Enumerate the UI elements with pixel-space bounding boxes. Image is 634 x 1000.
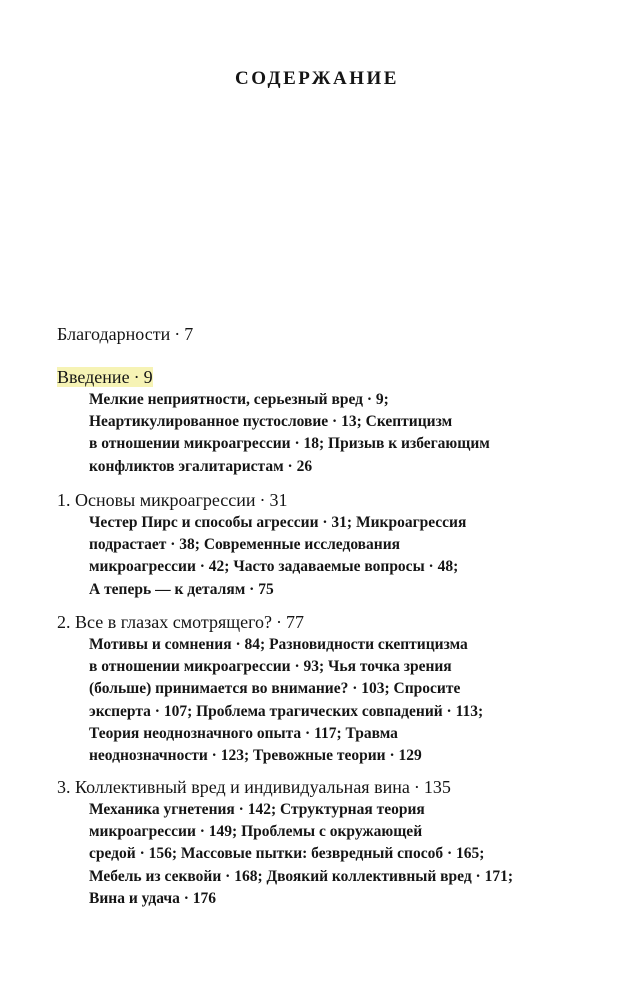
subsection-line: в отношении микроагрессии · 18; Призыв к избегающим — [89, 435, 490, 453]
entry-page: 135 — [423, 777, 451, 797]
entry-separator: · — [276, 612, 283, 632]
entry-separator: · — [413, 777, 420, 797]
entry-title: Введение — [57, 367, 130, 387]
subsection-line: Неартикулированное пустословие · 13; Скептицизм — [89, 413, 453, 431]
chapter-number: 1. — [57, 490, 71, 510]
subsection-line: в отношении микроагрессии · 93; Чья точка зрения — [89, 658, 452, 676]
subsection-line: конфликтов эгалитаристам · 26 — [89, 457, 313, 475]
entry-separator: · — [133, 367, 140, 387]
entry-title: Все в глазах смотрящего? — [75, 612, 273, 632]
toc-entry-chapter-2[interactable] — [57, 610, 304, 634]
toc-subsections-chapter-2 — [89, 634, 549, 767]
subsection-line: средой · 156; Массовые пытки: безвредный способ · 165; — [89, 845, 485, 863]
toc-subsections-introduction — [89, 389, 549, 478]
subsection-line: (больше) принимается во внимание? · 103; Спросите — [89, 680, 461, 698]
subsection-line: Честер Пирс и способы агрессии · 31; Микроагрессия — [89, 514, 467, 531]
toc-subsections-chapter-1 — [89, 512, 549, 601]
subsection-line: Мотивы и сомнения · 84; Разновидности скептицизма — [89, 636, 468, 653]
toc-subsections-chapter-3 — [89, 799, 549, 910]
subsection-line: Вина и удача · 176 — [89, 889, 217, 907]
entry-page: 31 — [269, 490, 288, 510]
toc-entry-acknowledgements[interactable] — [57, 322, 193, 346]
entry-title: Коллективный вред и индивидуальная вина — [75, 777, 410, 797]
chapter-number: 3. — [57, 777, 71, 797]
subsection-line: эксперта · 107; Проблема трагических совпадений · 113; — [89, 702, 484, 720]
subsection-line: Мебель из секвойи · 168; Двоякий коллективный вред · 171; — [89, 867, 513, 885]
subsection-line: Теория неоднозначного опыта · 117; Травма — [89, 724, 398, 742]
subsection-line: подрастает · 38; Современные исследования — [89, 536, 401, 554]
subsection-line: микроагрессии · 42; Часто задаваемые вопросы · 48; — [89, 558, 459, 576]
subsection-line: неоднозначности · 123; Тревожные теории · 129 — [89, 747, 422, 765]
entry-title: Благодарности — [57, 324, 171, 344]
toc-entry-chapter-1[interactable] — [57, 488, 288, 512]
subsection-line: Мелкие неприятности, серьезный вред · 9; — [89, 391, 389, 408]
page-title: СОДЕРЖАНИЕ — [235, 68, 399, 89]
subsection-line: А теперь — к деталям · 75 — [89, 580, 274, 598]
entry-page: 9 — [143, 367, 153, 387]
entry-separator: · — [259, 490, 266, 510]
entry-title-highlighted — [57, 367, 153, 387]
chapter-number: 2. — [57, 612, 71, 632]
subsection-line: Механика угнетения · 142; Структурная теория — [89, 801, 425, 818]
entry-page: 7 — [184, 324, 194, 344]
toc-entry-introduction[interactable] — [57, 365, 153, 389]
toc-entry-chapter-3[interactable] — [57, 775, 451, 799]
subsection-line: микроагрессии · 149; Проблемы с окружающей — [89, 823, 423, 841]
entry-page: 77 — [286, 612, 305, 632]
entry-title: Основы микроагрессии — [75, 490, 256, 510]
entry-separator: · — [174, 324, 181, 344]
